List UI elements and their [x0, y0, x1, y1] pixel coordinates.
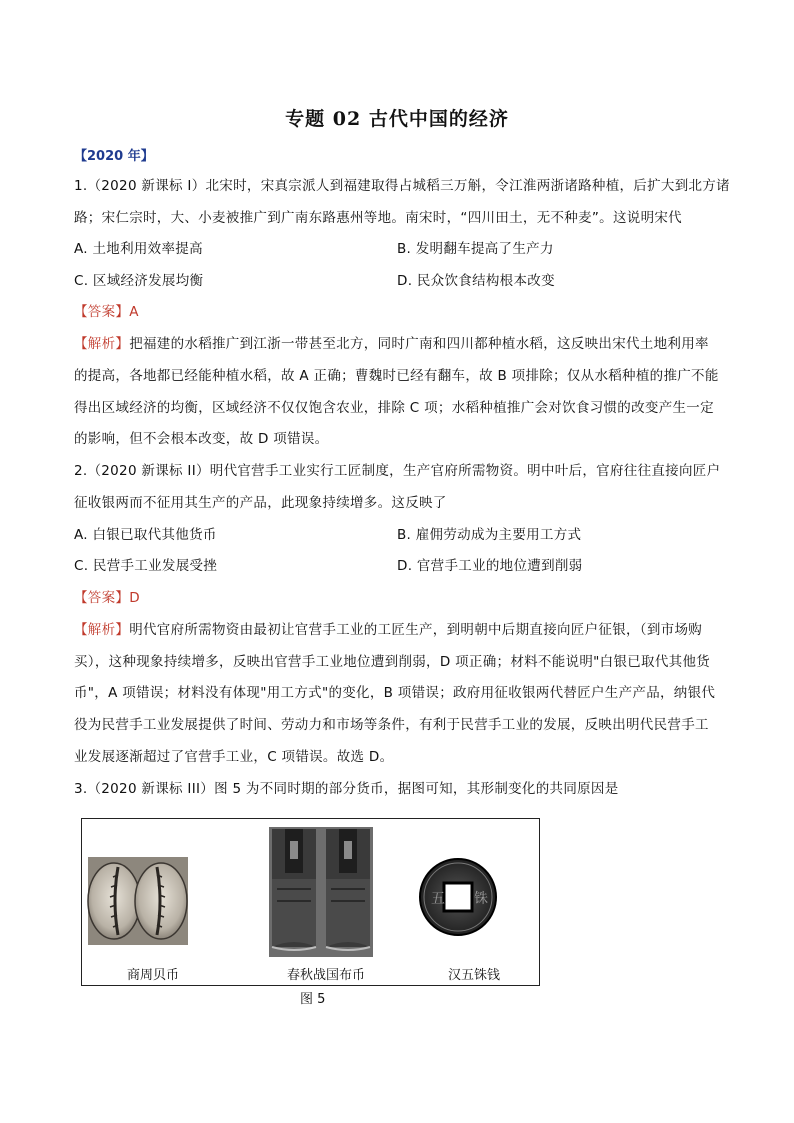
q2-option-d: D. 官营手工业的地位遭到削弱 [397, 558, 583, 574]
q1-analysis-line4: 的影响，但不会根本改变，故 D 项错误。 [74, 431, 329, 447]
q2-answer-value: D [129, 590, 140, 606]
page-title: 专题 02 古代中国的经济 [285, 108, 509, 130]
figure-images [82, 819, 539, 985]
q2-analysis-line4: 役为民营手工业发展提供了时间、劳动力和市场等条件，有利于民营手工业的发展，反映出明代民营手工 [74, 717, 709, 733]
q1-option-d: D. 民众饮食结构根本改变 [397, 273, 555, 289]
q1-stem-line2: 路；宋仁宗时，大、小麦被推广到广南东路惠州等地。南宋时，“四川田土，无不种麦”。这说明宋代 [74, 210, 682, 226]
q2-option-b: B. 雇佣劳动成为主要用工方式 [397, 527, 582, 543]
q2-analysis-line5: 业发展逐渐超过了官营手工业，C 项错误。故选 D。 [74, 749, 394, 765]
q2-option-a: A. 白银已取代其他货币 [74, 527, 217, 543]
q1-option-b: B. 发明翻车提高了生产力 [397, 241, 554, 257]
coin-char-wu: 五 [431, 891, 445, 907]
q1-analysis-text1: 把福建的水稻推广到江浙一带甚至北方，同时广南和四川都种植水稻，这反映出宋代土地利用率 [129, 336, 709, 352]
caption-wuzhu-coin: 汉五铢钱 [448, 968, 501, 983]
q2-stem-line1: 2.（2020 新课标 II）明代官营手工业实行工匠制度，生产官府所需物资。明中叶后，官府往往直接向匠户 [74, 463, 721, 479]
q1-stem-line1: 1.（2020 新课标 I）北宋时，宋真宗派人到福建取得占城稻三万斛，令江淮两浙诸路种植，后扩大到北方诸 [74, 178, 730, 194]
q1-analysis-line2: 的提高，各地都已经能种植水稻，故 A 正确；曹魏时已经有翻车，故 B 项排除；仅从水稻种植的推广不能 [74, 368, 719, 384]
q1-analysis-line3: 得出区域经济的均衡，区域经济不仅仅饱含农业，排除 C 项；水稻种植推广会对饮食习惯的改变产生一定 [74, 400, 714, 416]
q2-stem-line2: 征收银两而不征用其生产的产品，此现象持续增多。这反映了 [74, 495, 447, 511]
q1-answer-label: 【答案】 [74, 304, 130, 320]
q2-answer [74, 588, 140, 608]
caption-shell-money: 商周贝币 [127, 968, 180, 983]
figure-number: 图 5 [300, 992, 326, 1007]
q1-answer-value: A [129, 304, 139, 320]
q1-option-a: A. 土地利用效率提高 [74, 241, 203, 257]
q2-analysis-line3: 币"，A 项错误；材料没有体现"用工方式"的变化，B 项错误；政府用征收银两代替匠户生产产品，纳银代 [74, 685, 716, 701]
wuzhu-coin-image [420, 859, 496, 935]
shell-money-image [88, 857, 188, 945]
coin-char-zhu: 铢 [474, 891, 488, 907]
q2-analysis-label: 【解析】 [74, 622, 130, 638]
q1-option-c: C. 区域经济发展均衡 [74, 273, 204, 289]
q2-option-c: C. 民营手工业发展受挫 [74, 558, 218, 574]
q2-analysis-line1 [74, 620, 702, 640]
caption-spade-money: 春秋战国布币 [287, 968, 366, 983]
q3-stem-line1: 3.（2020 新课标 III）图 5 为不同时期的部分货币，据图可知，其形制变化的共同原因是 [74, 781, 619, 797]
q1-answer [74, 302, 139, 322]
q1-analysis-line1 [74, 334, 709, 354]
spade-money-image [269, 827, 373, 957]
year-tag: 【2020 年】 [74, 149, 154, 164]
figure-frame [81, 818, 540, 986]
q2-analysis-text1: 明代官府所需物资由最初让官营手工业的工匠生产，到明朝中后期直接向匠户征银，（到市场购 [129, 622, 703, 638]
q2-analysis-line2: 买），这种现象持续增多，反映出官营手工业地位遭到削弱，D 项正确；材料不能说明"白银已取代其他货 [74, 654, 711, 670]
q2-answer-label: 【答案】 [74, 590, 130, 606]
q1-analysis-label: 【解析】 [74, 336, 130, 352]
